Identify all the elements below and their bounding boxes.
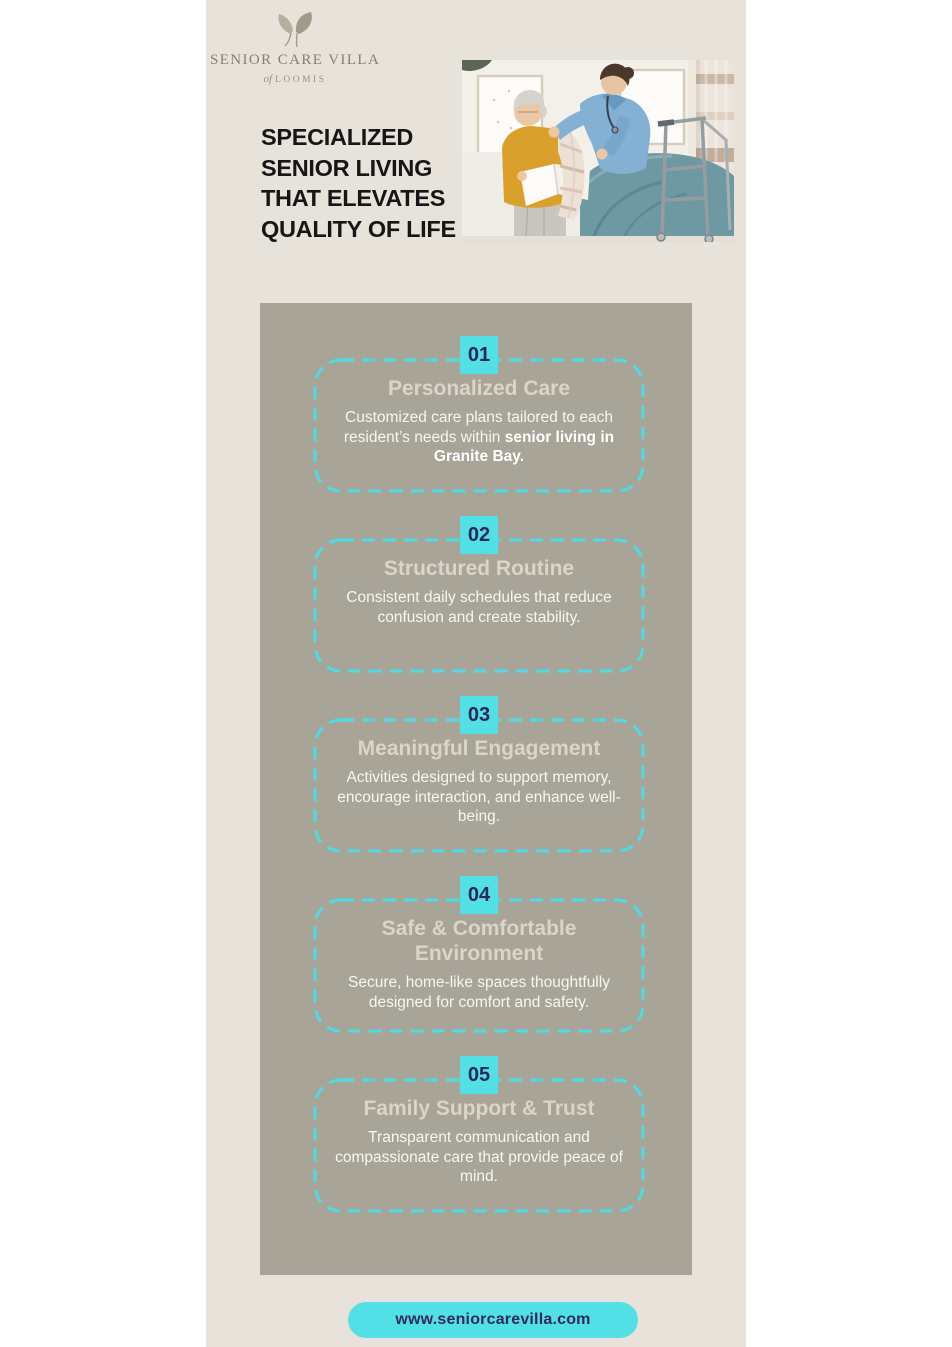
card-title: Family Support & Trust: [363, 1097, 595, 1120]
card-description: Customized care plans tailored to each resident’s needs within senior living in Granite Bay.: [343, 409, 615, 465]
card-number: 02: [467, 523, 491, 546]
brand-logo: [210, 10, 380, 85]
page-title-line: SENIOR LIVING: [261, 154, 433, 181]
feature-card: [313, 523, 645, 673]
card-title: Structured Routine: [383, 557, 575, 580]
card-description: Activities designed to support memory, encourage interaction, and enhance well-being.: [337, 769, 621, 825]
bed: [574, 153, 734, 242]
card-title: Personalized Care: [387, 377, 571, 400]
brand-of: of: [263, 73, 273, 85]
card-title: Meaningful Engagement: [357, 737, 601, 760]
page-title: [261, 122, 561, 244]
website-url: www.seniorcarevilla.com: [395, 1311, 591, 1328]
page-title-line: THAT ELEVATES: [261, 185, 446, 211]
cards-panel: [260, 303, 692, 1275]
brand-name: SENIOR CARE VILLA: [210, 52, 381, 68]
card-number: 01: [467, 343, 491, 366]
card-number: 03: [467, 703, 491, 726]
card-title: Safe & Comfortable Environment: [381, 917, 577, 965]
card-number: 05: [467, 1063, 491, 1086]
feature-card: [313, 703, 645, 853]
brand-subtitle: [210, 73, 380, 85]
brand-place: LOOMIS: [275, 75, 327, 85]
card-number: 04: [467, 883, 491, 906]
card-description: Transparent communication and compassionate care that provide peace of mind.: [335, 1129, 623, 1185]
card-description: Consistent daily schedules that reduce confusion and create stability.: [346, 589, 612, 626]
page-title-line: QUALITY OF LIFE: [261, 215, 456, 242]
infographic-canvas: [206, 0, 746, 1347]
website-link[interactable]: [348, 1302, 638, 1338]
feature-card: [313, 883, 645, 1033]
ginkgo-leaves-icon: [263, 10, 327, 50]
feature-card: [313, 343, 645, 493]
page-title-line: SPECIALIZED: [261, 124, 414, 150]
feature-card: [313, 1063, 645, 1213]
card-description: Secure, home-like spaces thoughtfully designed for comfort and safety.: [348, 974, 610, 1011]
